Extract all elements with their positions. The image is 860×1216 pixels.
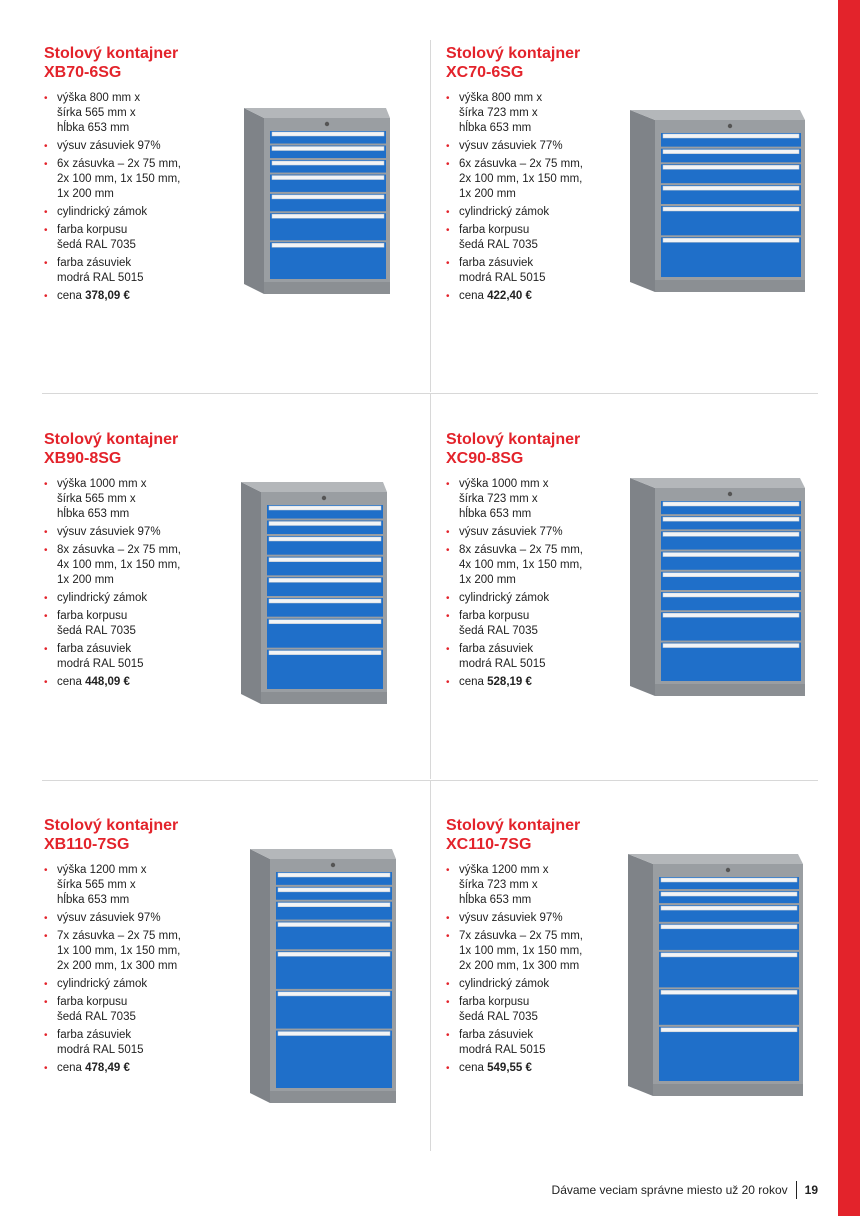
bullet-icon: • xyxy=(44,207,48,218)
spec-item xyxy=(44,1028,224,1058)
bullet-icon: • xyxy=(446,258,450,269)
spec-text: 8x zásuvka – 2x 75 mm, 4x 100 mm, 1x 150 mm, 1x 200 mm xyxy=(57,544,181,586)
cabinet-image xyxy=(250,845,396,1103)
spec-text: cylindrický zámok xyxy=(57,978,148,990)
bullet-icon: • xyxy=(44,93,48,104)
bullet-icon: • xyxy=(44,677,48,688)
product-title xyxy=(44,44,404,82)
row-divider xyxy=(42,393,818,394)
bullet-icon: • xyxy=(446,644,450,655)
spec-item xyxy=(44,91,224,136)
spec-item xyxy=(446,525,626,540)
bullet-icon: • xyxy=(44,1030,48,1041)
bullet-icon: • xyxy=(446,291,450,302)
spec-item xyxy=(446,223,626,253)
bullet-icon: • xyxy=(446,207,450,218)
cabinet-image xyxy=(244,104,390,294)
bullet-icon: • xyxy=(44,527,48,538)
spec-text: farba zásuviek modrá RAL 5015 xyxy=(459,1029,546,1056)
drawer-handle xyxy=(663,613,799,617)
spec-text: výsuv zásuviek 97% xyxy=(459,912,563,924)
drawer-handle xyxy=(661,892,797,896)
lock-icon xyxy=(728,124,732,128)
bullet-icon: • xyxy=(44,159,48,170)
spec-item xyxy=(44,591,224,606)
spec-list xyxy=(446,863,626,1076)
cabinet-base xyxy=(655,684,805,696)
cabinet-top xyxy=(250,849,396,859)
drawer-handle xyxy=(661,1028,797,1032)
spec-text: farba korpusu šedá RAL 7035 xyxy=(57,610,136,637)
drawer-handle xyxy=(663,553,799,557)
bullet-icon: • xyxy=(44,545,48,556)
cabinet-side xyxy=(630,110,655,292)
spec-list xyxy=(446,91,626,304)
footer-tagline: Dávame veciam správne miesto už 20 rokov xyxy=(551,1183,788,1197)
price-item xyxy=(446,1061,626,1076)
product-model: XC90-8SG xyxy=(446,450,524,467)
spec-item xyxy=(44,911,224,926)
price-value: 378,09 € xyxy=(85,290,130,302)
spec-text: výška 1200 mm x šírka 723 mm x hĺbka 653 mm xyxy=(459,864,549,906)
drawer-handle xyxy=(269,578,381,582)
cabinet-base xyxy=(655,280,805,292)
cabinet-base xyxy=(270,1091,396,1103)
bullet-icon: • xyxy=(446,997,450,1008)
spec-text: výsuv zásuviek 77% xyxy=(459,140,563,152)
spec-text: farba zásuviek modrá RAL 5015 xyxy=(57,1029,144,1056)
drawer-handle xyxy=(661,925,797,929)
drawer-handle xyxy=(269,506,381,510)
drawer-handle xyxy=(278,923,390,927)
spec-text: 8x zásuvka – 2x 75 mm, 4x 100 mm, 1x 150 mm, 1x 200 mm xyxy=(459,544,583,586)
drawer-handle xyxy=(663,532,799,536)
spec-item xyxy=(44,977,224,992)
drawer-handle xyxy=(663,186,799,190)
product-title-line1: Stolový kontajner xyxy=(446,431,581,448)
drawer-handle xyxy=(269,537,381,541)
bullet-icon: • xyxy=(44,931,48,942)
spec-item xyxy=(44,543,224,588)
drawer-handle xyxy=(663,593,799,597)
cabinet-image xyxy=(241,478,387,704)
bullet-icon: • xyxy=(446,1030,450,1041)
drawer-handle xyxy=(661,990,797,994)
bullet-icon: • xyxy=(446,865,450,876)
spec-item xyxy=(446,863,626,908)
product-title-line1: Stolový kontajner xyxy=(446,45,581,62)
product-title xyxy=(446,430,806,468)
cabinet-side xyxy=(630,478,655,696)
drawer-handle xyxy=(663,134,799,138)
spec-item xyxy=(446,477,626,522)
spec-item xyxy=(446,977,626,992)
drawer-handle xyxy=(272,195,384,199)
drawer-handle xyxy=(269,522,381,526)
drawer-handle xyxy=(269,599,381,603)
spec-item xyxy=(446,929,626,974)
spec-text: cylindrický zámok xyxy=(459,978,550,990)
lock-icon xyxy=(331,863,335,867)
bullet-icon: • xyxy=(446,931,450,942)
price-value: 528,19 € xyxy=(487,676,532,688)
red-edge-strip xyxy=(838,0,860,1216)
spec-text: farba korpusu šedá RAL 7035 xyxy=(57,224,136,251)
spec-item xyxy=(44,642,224,672)
bullet-icon: • xyxy=(446,527,450,538)
product-title-line1: Stolový kontajner xyxy=(44,45,179,62)
spec-item xyxy=(446,256,626,286)
page-footer xyxy=(552,1181,818,1199)
cabinet-side xyxy=(244,108,264,294)
page-number: 19 xyxy=(804,1183,818,1197)
spec-list xyxy=(44,91,224,304)
price-value: 422,40 € xyxy=(487,290,532,302)
cabinet-top xyxy=(241,482,387,492)
drawer-handle xyxy=(278,873,390,877)
drawer xyxy=(270,242,386,279)
product-model: XB70-6SG xyxy=(44,64,122,81)
drawer xyxy=(659,1027,799,1081)
cabinet-top xyxy=(630,110,805,120)
spec-item xyxy=(446,995,626,1025)
product-title-line1: Stolový kontajner xyxy=(44,431,179,448)
drawer-handle xyxy=(269,558,381,562)
spec-text: 6x zásuvka – 2x 75 mm, 2x 100 mm, 1x 150 mm, 1x 200 mm xyxy=(459,158,583,200)
spec-item xyxy=(44,609,224,639)
spec-item xyxy=(446,543,626,588)
bullet-icon: • xyxy=(44,258,48,269)
drawer-handle xyxy=(661,906,797,910)
bullet-icon: • xyxy=(44,593,48,604)
cabinet-side xyxy=(250,849,270,1103)
bullet-icon: • xyxy=(446,1063,450,1074)
spec-text: farba zásuviek modrá RAL 5015 xyxy=(57,643,144,670)
product-title xyxy=(44,430,404,468)
bullet-icon: • xyxy=(446,225,450,236)
drawer-handle xyxy=(272,176,384,180)
bullet-icon: • xyxy=(44,479,48,490)
spec-text: 7x zásuvka – 2x 75 mm, 1x 100 mm, 1x 150 mm, 2x 200 mm, 1x 300 mm xyxy=(57,930,181,972)
spec-item xyxy=(44,139,224,154)
spec-item xyxy=(44,477,224,522)
bullet-icon: • xyxy=(446,159,450,170)
price-value: 478,49 € xyxy=(85,1062,130,1074)
spec-text: výsuv zásuviek 97% xyxy=(57,526,161,538)
spec-text: farba korpusu šedá RAL 7035 xyxy=(459,996,538,1023)
drawer xyxy=(276,1031,392,1088)
spec-text: 6x zásuvka – 2x 75 mm, 2x 100 mm, 1x 150 mm, 1x 200 mm xyxy=(57,158,181,200)
spec-text: farba zásuviek modrá RAL 5015 xyxy=(459,643,546,670)
drawer-handle xyxy=(272,214,384,218)
bullet-icon: • xyxy=(446,593,450,604)
cabinet-side xyxy=(628,854,653,1096)
drawer-handle xyxy=(272,147,384,151)
spec-item xyxy=(446,642,626,672)
spec-text: 7x zásuvka – 2x 75 mm, 1x 100 mm, 1x 150 mm, 2x 200 mm, 1x 300 mm xyxy=(459,930,583,972)
spec-item xyxy=(446,139,626,154)
drawer-handle xyxy=(278,952,390,956)
bullet-icon: • xyxy=(44,979,48,990)
cabinet-top xyxy=(628,854,803,864)
spec-item xyxy=(446,1028,626,1058)
product-title-line1: Stolový kontajner xyxy=(44,817,179,834)
spec-text: výsuv zásuviek 97% xyxy=(57,140,161,152)
spec-item xyxy=(44,157,224,202)
bullet-icon: • xyxy=(446,479,450,490)
price-item xyxy=(446,289,626,304)
drawer-handle xyxy=(272,132,384,136)
drawer-handle xyxy=(278,992,390,996)
price-label: cena xyxy=(57,290,82,302)
column-divider xyxy=(430,394,431,779)
spec-item xyxy=(446,609,626,639)
spec-item xyxy=(44,929,224,974)
bullet-icon: • xyxy=(446,677,450,688)
spec-text: výška 1000 mm x šírka 565 mm x hĺbka 653 mm xyxy=(57,478,147,520)
price-label: cena xyxy=(57,1062,82,1074)
spec-text: cylindrický zámok xyxy=(57,592,148,604)
bullet-icon: • xyxy=(446,93,450,104)
spec-text: farba korpusu šedá RAL 7035 xyxy=(459,224,538,251)
price-label: cena xyxy=(57,676,82,688)
product-model: XB110-7SG xyxy=(44,836,130,853)
drawer-handle xyxy=(272,161,384,165)
price-value: 549,55 € xyxy=(487,1062,532,1074)
cabinet-top xyxy=(630,478,805,488)
spec-text: farba zásuviek modrá RAL 5015 xyxy=(459,257,546,284)
cabinet-side xyxy=(241,482,261,704)
cabinet-top xyxy=(244,108,390,118)
price-item xyxy=(446,675,626,690)
price-label: cena xyxy=(459,676,484,688)
spec-item xyxy=(446,911,626,926)
column-divider xyxy=(430,781,431,1151)
spec-text: cylindrický zámok xyxy=(459,206,550,218)
spec-text: cylindrický zámok xyxy=(57,206,148,218)
bullet-icon: • xyxy=(44,644,48,655)
spec-item xyxy=(446,591,626,606)
product-title-line1: Stolový kontajner xyxy=(446,817,581,834)
lock-icon xyxy=(325,122,329,126)
spec-item xyxy=(446,205,626,220)
drawer-handle xyxy=(663,207,799,211)
spec-text: cylindrický zámok xyxy=(459,592,550,604)
price-item xyxy=(44,289,224,304)
drawer xyxy=(267,650,383,689)
column-divider xyxy=(430,40,431,392)
drawer-handle xyxy=(663,644,799,648)
price-label: cena xyxy=(459,290,484,302)
drawer-handle xyxy=(663,573,799,577)
product-model: XC70-6SG xyxy=(446,64,524,81)
drawer-handle xyxy=(269,651,381,655)
cabinet-base xyxy=(653,1084,803,1096)
lock-icon xyxy=(728,492,732,496)
price-label: cena xyxy=(459,1062,484,1074)
spec-item xyxy=(446,157,626,202)
drawer xyxy=(659,989,799,1024)
bullet-icon: • xyxy=(44,291,48,302)
spec-item xyxy=(446,91,626,136)
drawer-handle xyxy=(663,165,799,169)
drawer-handle xyxy=(278,903,390,907)
drawer-handle xyxy=(661,953,797,957)
drawer xyxy=(276,951,392,989)
bullet-icon: • xyxy=(446,913,450,924)
product-model: XC110-7SG xyxy=(446,836,532,853)
bullet-icon: • xyxy=(44,611,48,622)
spec-item xyxy=(44,863,224,908)
drawer xyxy=(661,237,801,277)
price-value: 448,09 € xyxy=(85,676,130,688)
lock-icon xyxy=(322,496,326,500)
drawer-handle xyxy=(269,620,381,624)
drawer-handle xyxy=(663,517,799,521)
spec-text: výška 1000 mm x šírka 723 mm x hĺbka 653 mm xyxy=(459,478,549,520)
lock-icon xyxy=(726,868,730,872)
spec-text: farba korpusu šedá RAL 7035 xyxy=(57,996,136,1023)
footer-separator xyxy=(796,1181,797,1199)
cabinet-image xyxy=(628,850,803,1096)
cabinet-base xyxy=(261,692,387,704)
product-title xyxy=(446,816,806,854)
spec-item xyxy=(44,256,224,286)
bullet-icon: • xyxy=(446,611,450,622)
product-model: XB90-8SG xyxy=(44,450,122,467)
bullet-icon: • xyxy=(44,141,48,152)
product-title xyxy=(446,44,806,82)
bullet-icon: • xyxy=(44,225,48,236)
bullet-icon: • xyxy=(446,141,450,152)
drawer-handle xyxy=(272,243,384,247)
row-divider xyxy=(42,780,818,781)
spec-list xyxy=(44,477,224,690)
drawer-handle xyxy=(661,878,797,882)
drawer xyxy=(661,643,801,681)
cabinet-base xyxy=(264,282,390,294)
spec-text: výška 800 mm x šírka 723 mm x hĺbka 653 mm xyxy=(459,92,543,134)
spec-text: farba zásuviek modrá RAL 5015 xyxy=(57,257,144,284)
drawer xyxy=(276,991,392,1029)
drawer-handle xyxy=(278,888,390,892)
bullet-icon: • xyxy=(44,865,48,876)
spec-item xyxy=(44,205,224,220)
cabinet-image xyxy=(630,106,805,292)
bullet-icon: • xyxy=(446,979,450,990)
spec-text: výška 800 mm x šírka 565 mm x hĺbka 653 mm xyxy=(57,92,141,134)
spec-item xyxy=(44,223,224,253)
spec-text: výsuv zásuviek 77% xyxy=(459,526,563,538)
spec-item xyxy=(44,995,224,1025)
cabinet-image xyxy=(630,474,805,696)
price-item xyxy=(44,1061,224,1076)
drawer-handle xyxy=(278,1032,390,1036)
spec-text: výsuv zásuviek 97% xyxy=(57,912,161,924)
bullet-icon: • xyxy=(44,1063,48,1074)
spec-text: farba korpusu šedá RAL 7035 xyxy=(459,610,538,637)
drawer-handle xyxy=(663,238,799,242)
bullet-icon: • xyxy=(446,545,450,556)
spec-list xyxy=(446,477,626,690)
drawer-handle xyxy=(663,150,799,154)
spec-list xyxy=(44,863,224,1076)
drawer-handle xyxy=(663,502,799,506)
bullet-icon: • xyxy=(44,913,48,924)
bullet-icon: • xyxy=(44,997,48,1008)
spec-text: výška 1200 mm x šírka 565 mm x hĺbka 653 mm xyxy=(57,864,147,906)
price-item xyxy=(44,675,224,690)
spec-item xyxy=(44,525,224,540)
drawer xyxy=(659,952,799,987)
